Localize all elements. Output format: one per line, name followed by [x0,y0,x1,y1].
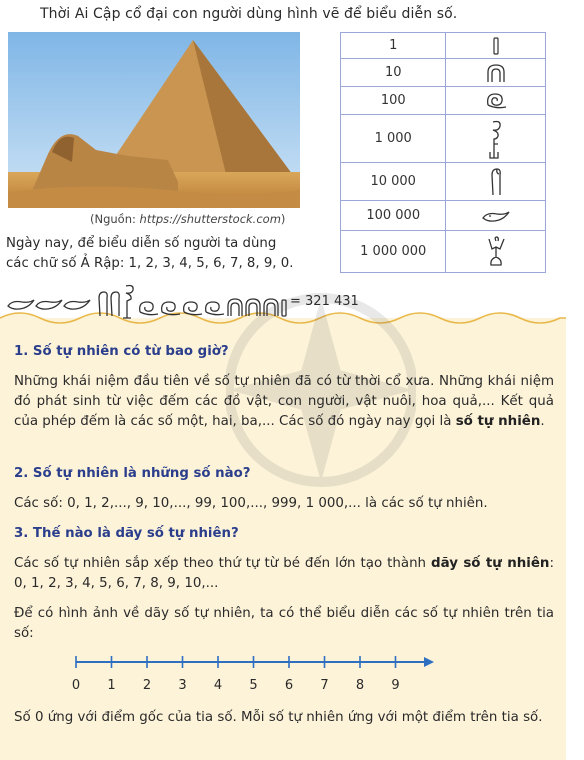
section-body-3b: Để có hình ảnh về dãy số tự nhiên, ta có thể biểu diễn các số tự nhiên trên tia số: [14,606,554,641]
numeral-value: 1 000 [341,115,446,163]
numeral-value: 100 000 [341,201,446,231]
section-body-3c: Số 0 ứng với điểm gốc của tia số. Mỗi số tự nhiên ứng với một điểm trên tia số. [14,710,543,725]
numeral-value: 1 000 000 [341,231,446,273]
number-line-label: 2 [142,678,152,693]
photo-caption: (Nguồn: https://shutterstock.com) [90,212,286,226]
table-row [341,87,546,115]
arrow-right-icon [424,657,434,667]
hieroglyph-equation [6,282,406,322]
numeral-value: 1 [341,33,446,59]
number-line-label: 7 [320,678,329,693]
section-body-3a: Các số tự nhiên sắp xếp theo thứ tự từ bé đến lớn tạo thành dãy số tự nhiên: 0, 1, 2, 3, 4, 5, 6, 7, 8, 9, 10,... [14,556,554,591]
coil-rope-icon [446,87,546,115]
table-row [341,163,546,201]
table-row [341,231,546,273]
arabic-numerals-note: Ngày nay, để biểu diễn số người ta dùng các chữ số Ả Rập: 1, 2, 3, 4, 5, 6, 7, 8, 9, 0. [6,236,294,271]
section-body-1: Những khái niệm đầu tiên về số tự nhiên đã có từ thời cổ xưa. Những khái niệm đó phát sinh từ việc đếm các đồ vật, con người, vật nuôi, hoa quả,... Kết quả của phép đếm là các số một, hai, ba,... Các số đó ngày nay gọi là số tự nhiên. [14,374,554,429]
section-title-1: 1. Số tự nhiên có từ bao giờ? [14,344,229,359]
table-row [341,201,546,231]
number-line-label: 1 [107,678,116,693]
numeral-value: 100 [341,87,446,115]
tadpole-icon [446,201,546,231]
finger-icon [446,163,546,201]
numeral-value: 10 [341,59,446,87]
pyramid-photo [8,32,300,208]
hieroglyph-sequence-icon [6,282,290,322]
egyptian-numeral-table [340,32,546,273]
number-line-label: 8 [355,678,365,693]
number-line-label: 6 [284,678,294,693]
stroke-icon [446,33,546,59]
intro-text: Thời Ai Cập cổ đại con người dùng hình vẽ để biểu diễn số. [40,6,458,22]
number-line-label: 9 [391,678,400,693]
equation-value: = 321 431 [290,294,359,309]
section-title-3: 3. Thế nào là dãy số tự nhiên? [14,526,239,541]
heel-bone-icon [446,59,546,87]
section-title-2: 2. Số tự nhiên là những số nào? [14,466,251,481]
number-line-label: 0 [71,678,81,693]
number-line-label: 5 [249,678,258,693]
number-line-label: 4 [213,678,223,693]
table-row [341,59,546,87]
numeral-value: 10 000 [341,163,446,201]
section-body-2: Các số: 0, 1, 2,..., 9, 10,..., 99, 100,..., 999, 1 000,... là các số tự nhiên. [14,496,488,511]
table-row [341,33,546,59]
lotus-icon [446,115,546,163]
kneeling-man-icon [446,231,546,273]
number-line [60,648,440,672]
table-row [341,115,546,163]
number-line-label: 3 [178,678,187,693]
